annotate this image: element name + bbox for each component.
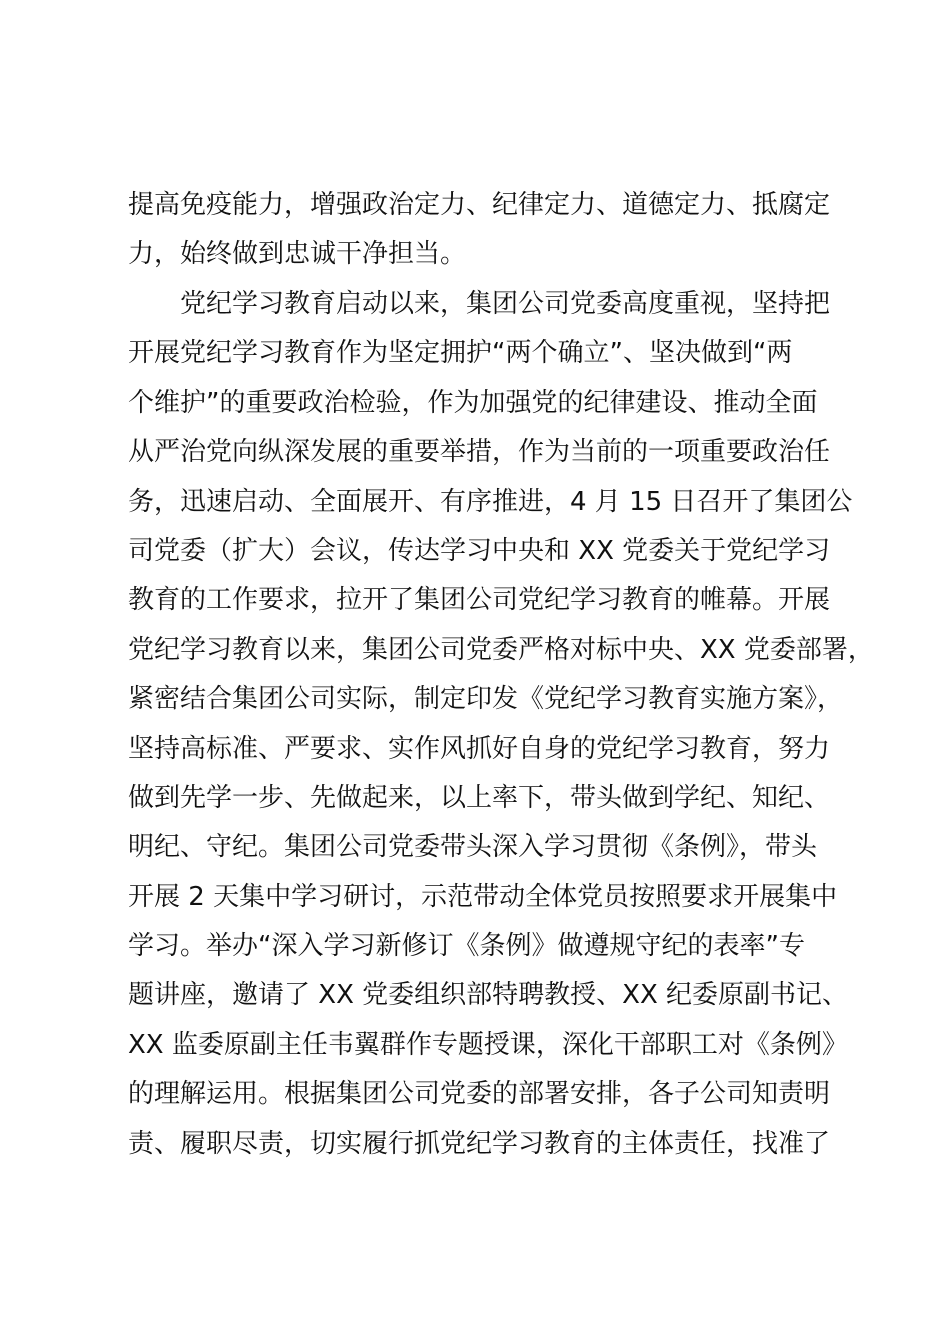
text-line: 坚持高标准、严要求、实作风抓好自身的党纪学习教育，努力 xyxy=(128,733,831,764)
text-line: 从严治党向纵深发展的重要举措，作为当前的一项重要政治任 xyxy=(128,437,831,468)
text-line: 责、履职尽责，切实履行抓党纪学习教育的主体责任，找准了 xyxy=(128,1128,831,1159)
paragraph-continuation xyxy=(128,181,838,280)
text-line: 明纪、守纪。集团公司党委带头深入学习贯彻《条例》，带头 xyxy=(128,832,818,863)
text-line: 司党委（扩大）会议，传达学习中央和 XX 党委关于党纪学习 xyxy=(128,535,831,566)
text-line: 教育的工作要求，拉开了集团公司党纪学习教育的帷幕。开展 xyxy=(128,585,831,616)
text-line: 务，迅速启动、全面展开、有序推进，4 月 15 日召开了集团公 xyxy=(128,486,853,517)
text-line: 力，始终做到忠诚干净担当。 xyxy=(128,239,467,270)
paragraph-party-discipline-education xyxy=(128,280,874,1169)
text-line: 党纪学习教育启动以来，集团公司党委高度重视，坚持把 xyxy=(180,289,831,319)
text-line: XX 监委原副主任韦翼群作专题授课，深化干部职工对《条例》 xyxy=(128,1029,848,1060)
text-line: 的理解运用。根据集团公司党委的部署安排，各子公司知责明 xyxy=(128,1079,831,1110)
text-line: 学习。举办“深入学习新修订《条例》做遵规守纪的表率”专 xyxy=(128,931,805,962)
text-line: 开展 2 天集中学习研讨，示范带动全体党员按照要求开展集中 xyxy=(128,881,838,912)
text-line: 个维护”的重要政治检验，作为加强党的纪律建设、推动全面 xyxy=(128,387,818,418)
text-line: 开展党纪学习教育作为坚定拥护“两个确立”、坚决做到“两 xyxy=(128,338,793,369)
text-line: 紧密结合集团公司实际，制定印发《党纪学习教育实施方案》， xyxy=(128,684,844,715)
text-line: 党纪学习教育以来，集团公司党委严格对标中央、XX 党委部署， xyxy=(128,634,874,665)
text-line: 题讲座，邀请了 XX 党委组织部特聘教授、XX 纪委原副书记、 xyxy=(128,980,849,1011)
text-line: 提高免疫能力，增强政治定力、纪律定力、道德定力、抵腐定 xyxy=(128,190,831,220)
text-line: 做到先学一步、先做起来，以上率下，带头做到学纪、知纪、 xyxy=(128,782,831,813)
